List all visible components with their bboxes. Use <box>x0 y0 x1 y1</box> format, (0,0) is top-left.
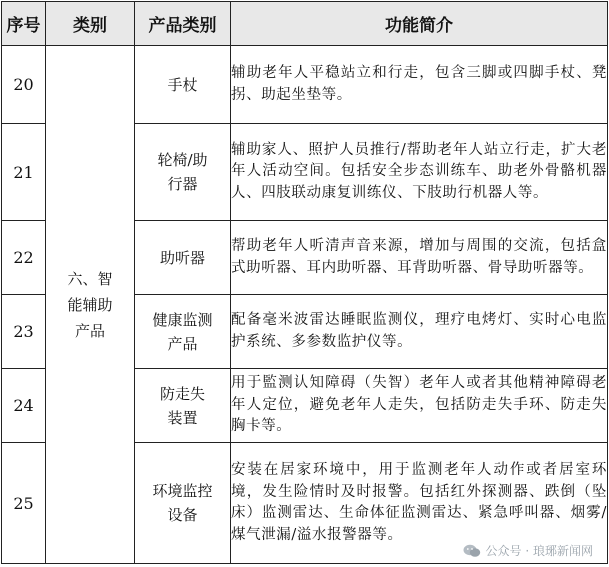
product-description: 辅助老年人平稳站立和行走，包含三脚或四脚手杖、凳拐、助起坐垫等。 <box>231 46 608 124</box>
row-number: 20 <box>2 46 46 124</box>
product-name <box>135 221 231 295</box>
header-product: 产品类别 <box>135 2 231 46</box>
product-name <box>135 124 231 221</box>
product-table <box>1 1 608 564</box>
product-name <box>135 443 231 564</box>
header-num: 序号 <box>2 2 46 46</box>
table-row <box>2 46 608 124</box>
product-description: 安装在居家环境中，用于监测老年人动作或者居室环境，发生险情时及时报警。包括红外探测器、跌倒（坠床）监测雷达、生命体征监测雷达、紧急呼叫器、烟雾/煤气泄漏/溢水报警器等。 <box>231 443 608 564</box>
product-name <box>135 295 231 369</box>
watermark <box>461 542 595 559</box>
product-description: 配备毫米波雷达睡眠监测仪，理疗电烤灯、实时心电监护系统、多参数监护仪等。 <box>231 295 608 369</box>
row-number: 22 <box>2 221 46 295</box>
product-description: 帮助老年人听清声音来源，增加与周围的交流，包括盒式助听器、耳内助听器、耳背助听器、骨导助听器等。 <box>231 221 608 295</box>
product-name <box>135 369 231 443</box>
wechat-icon <box>463 544 481 558</box>
category-label: 六、智能辅助产品 <box>67 269 113 340</box>
product-label: 轮椅/助行器 <box>157 151 208 193</box>
header-description: 功能简介 <box>231 2 608 46</box>
header-category: 类别 <box>46 2 135 46</box>
product-description: 辅助家人、照护人员推行/帮助老年人站立行走，扩大老年人活动空间。包括安全步态训练车、助老外骨骼机器人、四肢联动康复训练仪、下肢助行机器人等。 <box>231 124 608 221</box>
product-label: 防走失装置 <box>159 384 205 427</box>
product-label: 健康监测产品 <box>152 310 213 353</box>
product-label: 手杖 <box>167 75 198 94</box>
product-description: 用于監测认知障碍（失智）老年人或者其他精神障碍老年人定位，避免老年人走失，包括防走失手环、防走失胸卡等。 <box>231 369 608 443</box>
row-number: 25 <box>2 443 46 564</box>
category-cell <box>46 46 135 564</box>
product-label: 助听器 <box>159 248 205 267</box>
watermark-text: 公众号 · 琅琊新闻网 <box>485 544 593 558</box>
row-number: 24 <box>2 369 46 443</box>
row-number: 23 <box>2 295 46 369</box>
product-label: 环境监控设备 <box>152 482 213 524</box>
row-number: 21 <box>2 124 46 221</box>
header-row <box>2 2 608 46</box>
product-name <box>135 46 231 124</box>
